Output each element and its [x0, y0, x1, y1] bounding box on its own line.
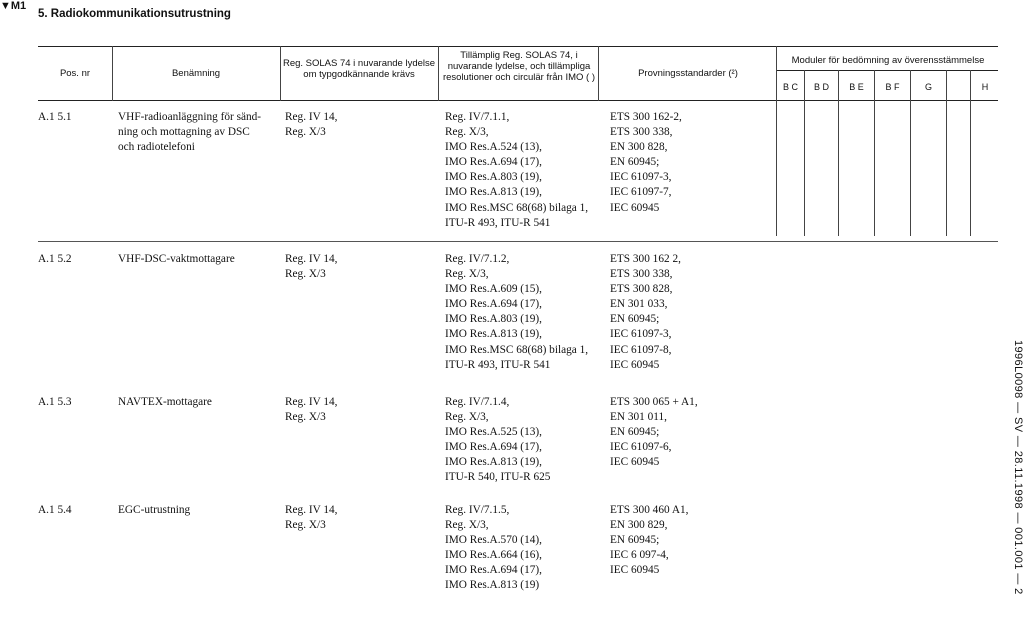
row-tillamplig-line: ITU-R 540, ITU-R 625	[445, 471, 551, 484]
row-pos: A.1 5.4	[38, 504, 72, 516]
module-bd: B D	[813, 82, 829, 92]
row-pos: A.1 5.1	[38, 111, 72, 123]
row-tillamplig	[445, 503, 542, 594]
row-standards-line: IEC 61097-8,	[610, 343, 672, 356]
row-standards-line: ETS 300 338,	[610, 126, 673, 139]
row-tillamplig-line: IMO Res.A.525 (13),	[445, 426, 542, 439]
row-name	[118, 395, 212, 410]
header-moduler: Moduler för bedömning av överensstämmelse	[791, 55, 985, 66]
side-reference	[1004, 340, 1024, 615]
row-tillamplig	[445, 395, 550, 486]
row-standards-line: EN 301 033,	[610, 298, 668, 311]
row-name-line: EGC-utrustning	[118, 504, 191, 516]
col-divider	[438, 46, 439, 101]
header-tillamplig: Tillämplig Reg. SOLAS 74, i nuvarande lydelse, och tillämpliga resolutioner och circulär från IMO ( )	[442, 50, 596, 83]
row-pos: A.1 5.2	[38, 253, 72, 265]
row-standards-line: ETS 300 338,	[610, 268, 673, 281]
row-standards-line: EN 301 011,	[610, 411, 668, 424]
row-tillamplig-line: ITU-R 493, ITU-R 541	[445, 216, 551, 229]
module-bf: B F	[885, 82, 900, 92]
section-title: 5. Radiokommunikationsutrustning	[38, 8, 231, 20]
row-name-line: ning och mottagning av DSC	[118, 126, 250, 139]
row-standards-line: ETS 300 162 2,	[610, 253, 681, 265]
row-standards-line: IEC 61097-3,	[610, 171, 672, 184]
table-top-rule	[38, 46, 998, 47]
row-pos: A.1 5.3	[38, 396, 72, 408]
row-tillamplig-line: IMO Res.A.694 (17),	[445, 298, 542, 311]
row-tillamplig-line: IMO Res.A.524 (13),	[445, 141, 542, 154]
row-reg-line: Reg. X/3	[285, 411, 326, 424]
row-standards-line: ETS 300 065 + A1,	[610, 396, 698, 408]
amendment-marker: ▼M1	[0, 0, 27, 12]
row-standards-line: EN 60945;	[610, 313, 660, 326]
row-standards-line: IEC 60945	[610, 201, 660, 214]
row-tillamplig	[445, 252, 588, 373]
module-bc: B C	[782, 82, 798, 92]
row-tillamplig-line: Reg. X/3,	[445, 268, 489, 281]
row-standards	[610, 110, 682, 216]
row-reg-line: Reg. IV 14,	[285, 253, 338, 265]
row-standards-line: IEC 6 097-4,	[610, 549, 669, 562]
row-name-line: VHF-radioanläggning för sänd-	[118, 111, 262, 123]
row-tillamplig-line: IMO Res.A.813 (19)	[445, 579, 540, 592]
row-standards-line: EN 300 828,	[610, 141, 668, 154]
row-standards-line: IEC 61097-7,	[610, 186, 672, 199]
row-standards	[610, 395, 698, 470]
row-reg	[285, 252, 338, 282]
row-name	[118, 503, 190, 518]
row-reg-line: Reg. X/3	[285, 519, 326, 532]
row-tillamplig-line: IMO Res.MSC 68(68) bilaga 1,	[445, 343, 589, 356]
row-reg	[285, 503, 338, 533]
row-name-line: NAVTEX-mottagare	[118, 396, 212, 408]
row-standards-line: IEC 60945	[610, 564, 660, 577]
row-name-line: och radiotelefoni	[118, 141, 195, 154]
row-tillamplig-line: Reg. X/3,	[445, 411, 489, 424]
row-name-line: VHF-DSC-vaktmottagare	[118, 253, 235, 265]
col-divider	[598, 46, 599, 101]
row-standards-line: IEC 60945	[610, 358, 660, 371]
header-reg: Reg. SOLAS 74 i nuvarande lydelse om typgodkännande krävs	[282, 58, 436, 80]
row-tillamplig-line: Reg. X/3,	[445, 519, 489, 532]
row-standards-line: EN 60945;	[610, 156, 660, 169]
col-divider	[910, 70, 911, 236]
row-tillamplig-line: IMO Res.A.694 (17),	[445, 564, 542, 577]
row-standards-line: EN 60945;	[610, 426, 660, 439]
row-standards-line: ETS 300 162-2,	[610, 111, 682, 123]
module-g: G	[924, 82, 932, 92]
row-standards-line: ETS 300 460 A1,	[610, 504, 689, 516]
row-tillamplig-line: IMO Res.A.664 (16),	[445, 549, 542, 562]
row-tillamplig-line: Reg. IV/7.1.4,	[445, 396, 510, 408]
row-tillamplig-line: IMO Res.A.813 (19),	[445, 328, 542, 341]
module-be: B E	[849, 82, 864, 92]
col-divider	[874, 70, 875, 236]
col-divider	[804, 70, 805, 236]
row-tillamplig-line: Reg. IV/7.1.1,	[445, 111, 510, 123]
row-tillamplig-line: IMO Res.A.803 (19),	[445, 313, 542, 326]
row-standards-line: EN 300 829,	[610, 519, 668, 532]
row-reg	[285, 395, 338, 425]
col-divider	[280, 46, 281, 101]
header-provning: Provningsstandarder (²)	[638, 68, 738, 79]
row-tillamplig-line: IMO Res.A.694 (17),	[445, 441, 542, 454]
row-standards-line: IEC 61097-6,	[610, 441, 672, 454]
row-reg	[285, 110, 338, 140]
row-tillamplig-line: IMO Res.A.694 (17),	[445, 156, 542, 169]
modules-sub-rule	[776, 70, 998, 71]
row-tillamplig-line: IMO Res.A.813 (19),	[445, 186, 542, 199]
row-reg-line: Reg. IV 14,	[285, 396, 338, 408]
col-divider	[776, 46, 777, 236]
row-tillamplig-line: IMO Res.A.609 (15),	[445, 283, 542, 296]
row-reg-line: Reg. IV 14,	[285, 111, 338, 123]
row-reg-line: Reg. IV 14,	[285, 504, 338, 516]
row-name	[118, 110, 261, 155]
header-bottom-rule	[38, 100, 998, 101]
row-tillamplig-line: Reg. IV/7.1.2,	[445, 253, 510, 265]
module-h: H	[981, 82, 989, 92]
row-tillamplig-line: IMO Res.A.803 (19),	[445, 171, 542, 184]
row-tillamplig-line: ITU-R 493, ITU-R 541	[445, 358, 551, 371]
row-tillamplig-line: Reg. IV/7.1.5,	[445, 504, 510, 516]
row-reg-line: Reg. X/3	[285, 268, 326, 281]
row-tillamplig-line: IMO Res.MSC 68(68) bilaga 1,	[445, 201, 589, 214]
col-divider	[970, 70, 971, 236]
row-tillamplig-line: Reg. X/3,	[445, 126, 489, 139]
row-standards	[610, 503, 688, 578]
row-standards	[610, 252, 681, 373]
header-pos: Pos. nr	[59, 68, 91, 79]
row-standards-line: ETS 300 828,	[610, 283, 673, 296]
row-standards-line: IEC 61097-3,	[610, 328, 672, 341]
row-tillamplig-line: IMO Res.A.570 (14),	[445, 534, 542, 547]
row-standards-line: EN 60945;	[610, 534, 660, 547]
header-benamning: Benämning	[171, 68, 221, 79]
table-bottom-rule	[38, 241, 998, 242]
row-reg-line: Reg. X/3	[285, 126, 326, 139]
side-reference-text: 1996L0098 — SV — 28.11.1998 — 001.001 — 2	[1012, 340, 1024, 595]
col-divider	[838, 70, 839, 236]
row-standards-line: IEC 60945	[610, 456, 660, 469]
row-tillamplig	[445, 110, 588, 231]
row-name	[118, 252, 235, 267]
row-tillamplig-line: IMO Res.A.813 (19),	[445, 456, 542, 469]
col-divider	[946, 70, 947, 236]
